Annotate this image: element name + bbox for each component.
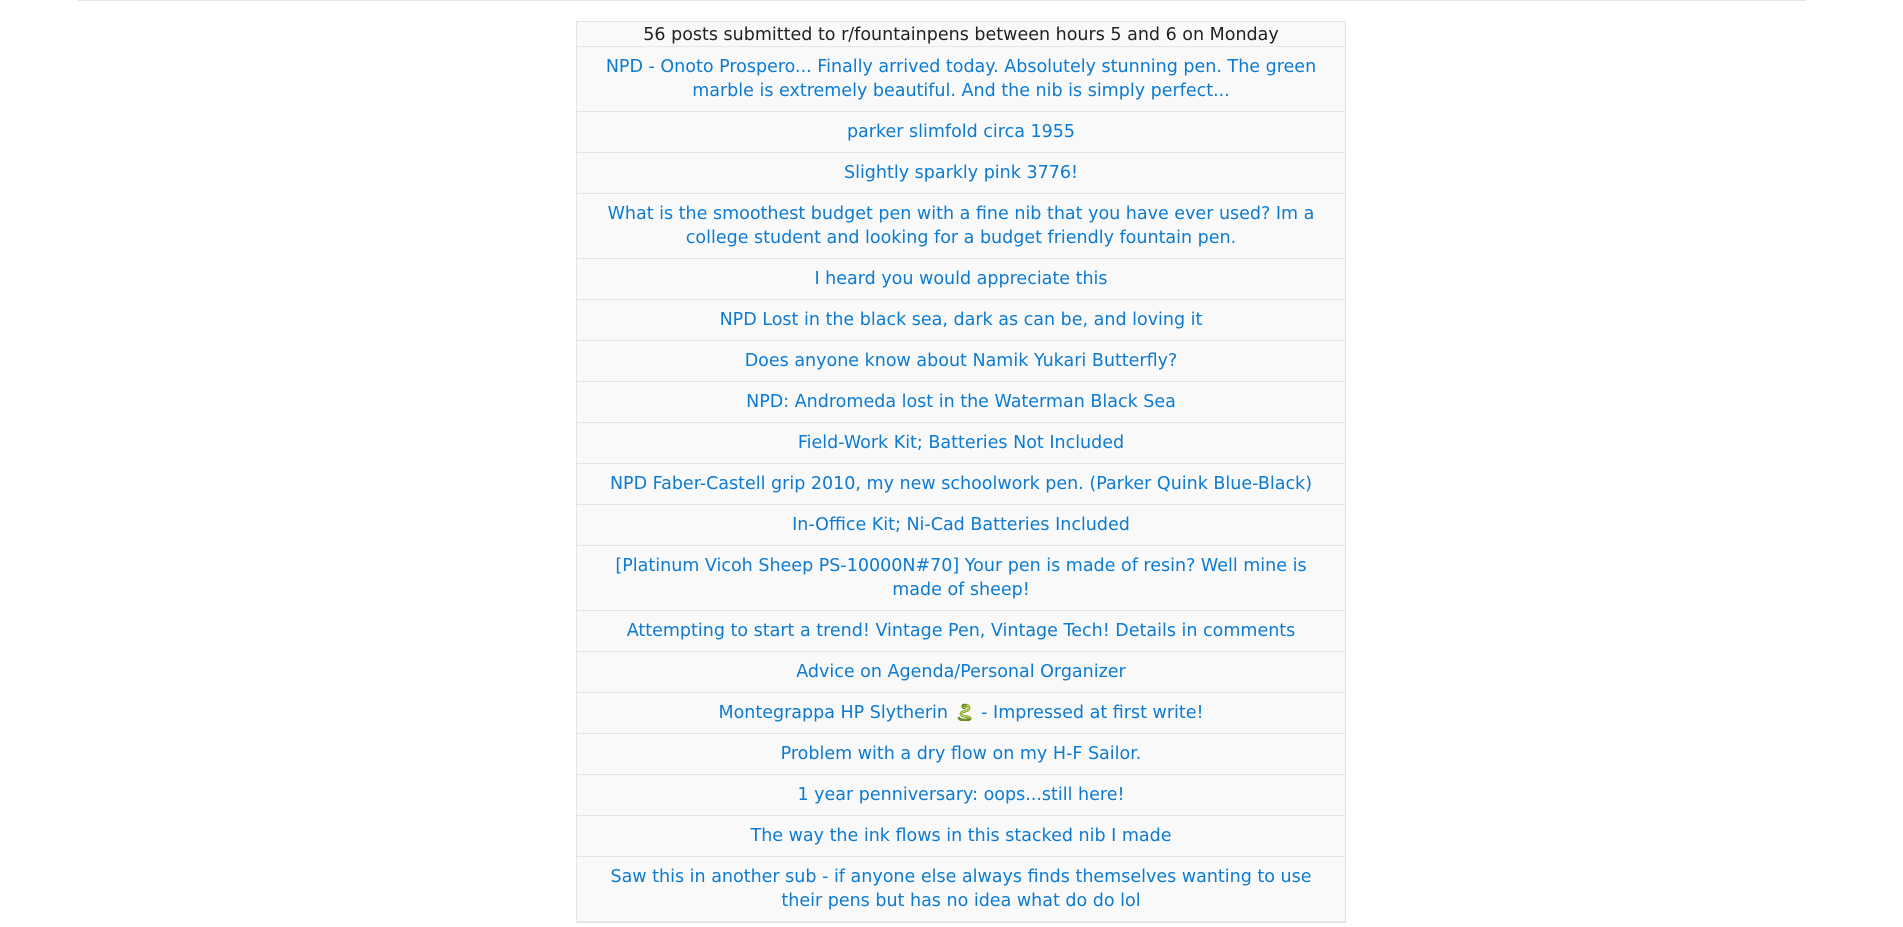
post-link[interactable]: I heard you would appreciate this (814, 269, 1108, 289)
table-row (577, 816, 1345, 857)
post-link[interactable]: 1 year penniversary: oops...still here! (797, 785, 1125, 805)
table-row (577, 652, 1345, 693)
top-divider (78, 0, 1806, 1)
table-row (577, 47, 1345, 112)
post-link[interactable]: In-Office Kit; Ni-Cad Batteries Included (792, 515, 1130, 535)
post-link[interactable]: NPD - Onoto Prospero... Finally arrived today. Absolutely stunning pen. The green marble is extremely beautiful. And the nib is simply perfect... (605, 57, 1317, 101)
table-row (577, 693, 1345, 734)
post-list-table (576, 21, 1346, 923)
post-link[interactable]: Problem with a dry flow on my H-F Sailor. (780, 744, 1142, 764)
post-link[interactable]: parker slimfold circa 1955 (846, 122, 1076, 142)
post-link[interactable]: What is the smoothest budget pen with a fine nib that you have ever used? Im a college student and looking for a budget friendly fountain pen. (607, 204, 1315, 248)
post-link[interactable]: [Platinum Vicoh Sheep PS-10000N#70] Your pen is made of resin? Well mine is made of sheep! (615, 556, 1307, 600)
post-link[interactable]: Attempting to start a trend! Vintage Pen, Vintage Tech! Details in comments (626, 621, 1296, 641)
table-row (577, 259, 1345, 300)
table-row (577, 546, 1345, 611)
table-row (577, 300, 1345, 341)
table-row (577, 341, 1345, 382)
post-link[interactable]: NPD Faber-Castell grip 2010, my new schoolwork pen. (Parker Quink Blue-Black) (609, 474, 1313, 494)
table-header-summary: 56 posts submitted to r/fountainpens between hours 5 and 6 on Monday (577, 22, 1345, 47)
table-row (577, 734, 1345, 775)
post-link[interactable]: Does anyone know about Namik Yukari Butterfly? (744, 351, 1178, 371)
table-row (577, 194, 1345, 259)
table-row (577, 611, 1345, 652)
table-row (577, 464, 1345, 505)
post-link-text-start: Montegrappa HP Slytherin (718, 703, 948, 723)
post-link[interactable]: Advice on Agenda/Personal Organizer (796, 662, 1126, 682)
table-row (577, 775, 1345, 816)
snake-emoji-icon (956, 703, 974, 721)
post-link[interactable]: Slightly sparkly pink 3776! (843, 163, 1079, 183)
table-row (577, 112, 1345, 153)
post-link[interactable]: Field-Work Kit; Batteries Not Included (797, 433, 1125, 453)
post-link[interactable]: NPD Lost in the black sea, dark as can be, and loving it (719, 310, 1203, 330)
table-row (577, 153, 1345, 194)
table-row (577, 382, 1345, 423)
table-row (577, 857, 1345, 922)
post-link-text-end: - Impressed at first write! (981, 703, 1204, 723)
post-link[interactable]: Saw this in another sub - if anyone else always finds themselves wanting to use their pens but has no idea what do do lol (610, 867, 1312, 911)
table-row (577, 505, 1345, 546)
post-link[interactable]: NPD: Andromeda lost in the Waterman Black Sea (746, 392, 1176, 412)
table-row (577, 423, 1345, 464)
post-link[interactable] (718, 701, 1203, 725)
post-link[interactable]: The way the ink flows in this stacked nib I made (750, 826, 1172, 846)
